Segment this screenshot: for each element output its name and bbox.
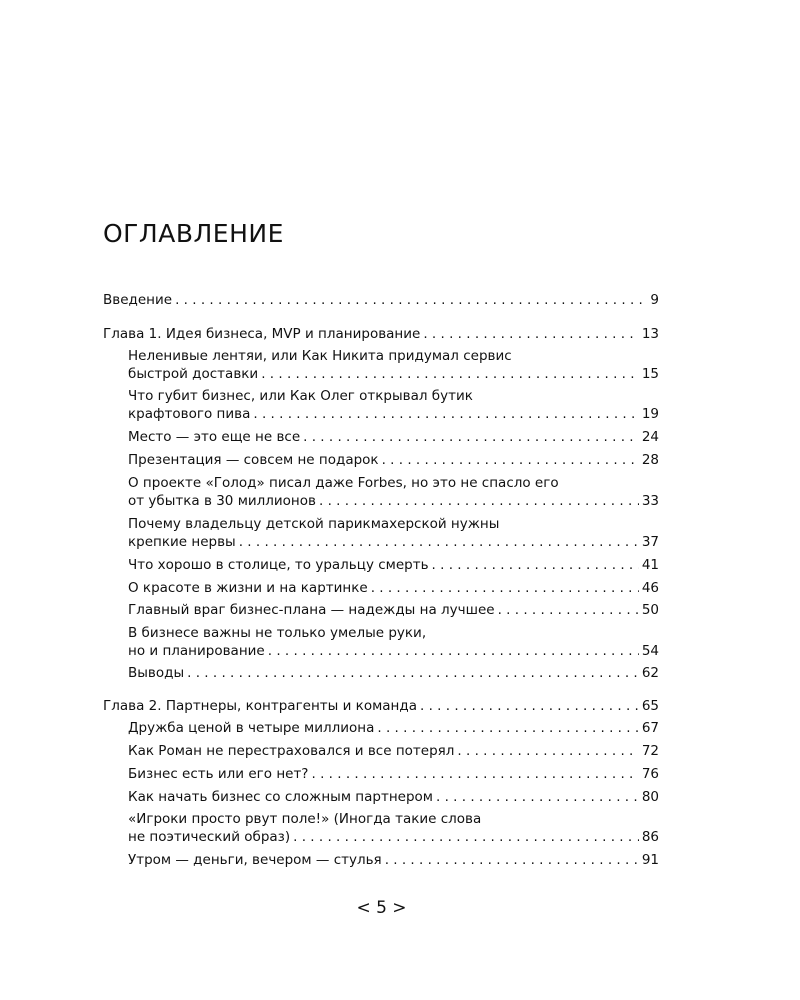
toc-entry-line bbox=[128, 851, 659, 869]
toc-entry-line bbox=[128, 579, 659, 597]
dot-leader bbox=[311, 765, 638, 783]
toc-entry-line bbox=[128, 533, 659, 551]
toc-entry-title: О красоте в жизни и на картинке bbox=[128, 580, 368, 596]
toc-entry-title: Место — это еще не все bbox=[128, 429, 301, 445]
toc-entry-title: крафтового пива bbox=[128, 406, 251, 422]
toc-entry bbox=[128, 765, 659, 783]
toc-entry-title: Выводы bbox=[128, 665, 185, 681]
toc-entry-line bbox=[103, 291, 659, 309]
toc-entry-line bbox=[128, 492, 659, 510]
toc-entry-page: 13 bbox=[641, 326, 659, 342]
toc-entry-title: Глава 2. Партнеры, контрагенты и команда bbox=[103, 698, 417, 714]
toc-entry-line bbox=[128, 601, 659, 619]
toc-entry bbox=[128, 579, 659, 597]
toc-entry-page: 37 bbox=[641, 534, 659, 550]
toc-entry-title: крепкие нервы bbox=[128, 534, 236, 550]
dot-leader bbox=[423, 325, 638, 343]
dot-leader bbox=[253, 405, 638, 423]
toc-entry-page: 72 bbox=[641, 743, 659, 759]
toc-entry-page: 65 bbox=[641, 698, 659, 714]
toc-entry-line bbox=[128, 828, 659, 846]
toc-entry-page: 76 bbox=[641, 766, 659, 782]
dot-leader bbox=[261, 365, 639, 383]
page-number: < 5 > bbox=[356, 898, 407, 918]
toc-entry-title: но и планирование bbox=[128, 643, 265, 659]
toc-entry-page: 62 bbox=[641, 665, 659, 681]
toc-entry-line bbox=[103, 697, 659, 715]
toc-entry bbox=[128, 601, 659, 619]
toc-entry-line bbox=[128, 742, 659, 760]
toc-entry-page: 9 bbox=[650, 292, 659, 308]
toc-entry-page: 86 bbox=[641, 829, 659, 845]
toc-entry-line bbox=[128, 451, 659, 469]
toc-entry-title: Дружба ценой в четыре миллиона bbox=[128, 720, 375, 736]
toc-entry-title: Что хорошо в столице, то уральцу смерть bbox=[128, 557, 429, 573]
page-title: ОГЛАВЛЕНИЕ bbox=[103, 218, 284, 248]
toc-entry-title-line: О проекте «Голод» писал даже Forbes, но это не спасло его bbox=[128, 475, 559, 491]
toc-entry-title: Бизнес есть или его нет? bbox=[128, 766, 309, 782]
dot-leader bbox=[303, 428, 639, 446]
toc-entry-page: 54 bbox=[641, 643, 659, 659]
toc-entry-line bbox=[128, 664, 659, 682]
toc-entry-title: Главный враг бизнес-плана — надежды на лучшее bbox=[128, 602, 495, 618]
toc-entry-title: Как начать бизнес со сложным партнером bbox=[128, 789, 433, 805]
toc-entry-page: 19 bbox=[641, 406, 659, 422]
toc-entry bbox=[128, 810, 659, 846]
dot-leader bbox=[319, 492, 639, 510]
toc-entry-title-line: Что губит бизнес, или Как Олег открывал бутик bbox=[128, 388, 473, 404]
toc-entry-title: Презентация — совсем не подарок bbox=[128, 452, 379, 468]
toc-entry-page: 24 bbox=[641, 429, 659, 445]
dot-leader bbox=[432, 556, 639, 574]
toc-entry bbox=[128, 788, 659, 806]
toc-entry-title: не поэтический образ) bbox=[128, 829, 291, 845]
toc-entry bbox=[128, 664, 659, 682]
toc-entry bbox=[128, 851, 659, 869]
toc-entry bbox=[128, 719, 659, 737]
toc-entry bbox=[103, 291, 659, 309]
toc-entry-page: 91 bbox=[641, 852, 659, 868]
toc-entry-page: 15 bbox=[641, 366, 659, 382]
toc-entry-page: 41 bbox=[641, 557, 659, 573]
toc-entry bbox=[128, 515, 659, 551]
toc-entry bbox=[103, 697, 659, 715]
toc-entry-title-line: Почему владельцу детской парикмахерской нужны bbox=[128, 516, 500, 532]
toc-entry-line bbox=[128, 719, 659, 737]
toc-entry bbox=[128, 474, 659, 510]
dot-leader bbox=[268, 642, 639, 660]
dot-leader bbox=[457, 742, 638, 760]
dot-leader bbox=[420, 697, 639, 715]
toc-entry bbox=[128, 742, 659, 760]
dot-leader bbox=[371, 579, 639, 597]
toc-entry-title-line: Неленивые лентяи, или Как Никита придумал сервис bbox=[128, 348, 512, 364]
toc-entry bbox=[128, 451, 659, 469]
dot-leader bbox=[382, 451, 639, 469]
toc-entry-line bbox=[103, 325, 659, 343]
toc-entry bbox=[128, 347, 659, 383]
toc-entry-title: Утром — деньги, вечером — стулья bbox=[128, 852, 382, 868]
dot-leader bbox=[175, 291, 647, 309]
toc-entry-title: быстрой доставки bbox=[128, 366, 259, 382]
toc-entry bbox=[128, 624, 659, 660]
toc-entry-title-line: «Игроки просто рвут поле!» (Иногда такие слова bbox=[128, 811, 482, 827]
dot-leader bbox=[293, 828, 639, 846]
toc-entry-title: Введение bbox=[103, 292, 173, 308]
dot-leader bbox=[239, 533, 639, 551]
toc-entry-title-line: В бизнесе важны не только умелые руки, bbox=[128, 625, 427, 641]
toc-entry bbox=[103, 325, 659, 343]
toc-entry-title: Глава 1. Идея бизнеса, MVP и планирование bbox=[103, 326, 421, 342]
toc-entry-page: 46 bbox=[641, 580, 659, 596]
toc-entry-title: от убытка в 30 миллионов bbox=[128, 493, 316, 509]
toc-entry-line bbox=[128, 788, 659, 806]
toc-entry bbox=[128, 387, 659, 423]
dot-leader bbox=[187, 664, 639, 682]
toc-entry-page: 67 bbox=[641, 720, 659, 736]
toc-entry-line bbox=[128, 428, 659, 446]
toc-entry-page: 50 bbox=[641, 602, 659, 618]
dot-leader bbox=[385, 851, 639, 869]
toc-entry-line bbox=[128, 405, 659, 423]
toc-entry-page: 80 bbox=[641, 789, 659, 805]
toc-entry bbox=[128, 556, 659, 574]
toc-entry-line bbox=[128, 556, 659, 574]
toc-entry-title: Как Роман не перестраховался и все потерял bbox=[128, 743, 455, 759]
toc-entry-page: 33 bbox=[641, 493, 659, 509]
toc-entry-page: 28 bbox=[641, 452, 659, 468]
toc-entry-line bbox=[128, 642, 659, 660]
toc-entry-line bbox=[128, 365, 659, 383]
dot-leader bbox=[377, 719, 638, 737]
toc-entry-line bbox=[128, 765, 659, 783]
toc-entry bbox=[128, 428, 659, 446]
dot-leader bbox=[436, 788, 639, 806]
dot-leader bbox=[498, 601, 639, 619]
